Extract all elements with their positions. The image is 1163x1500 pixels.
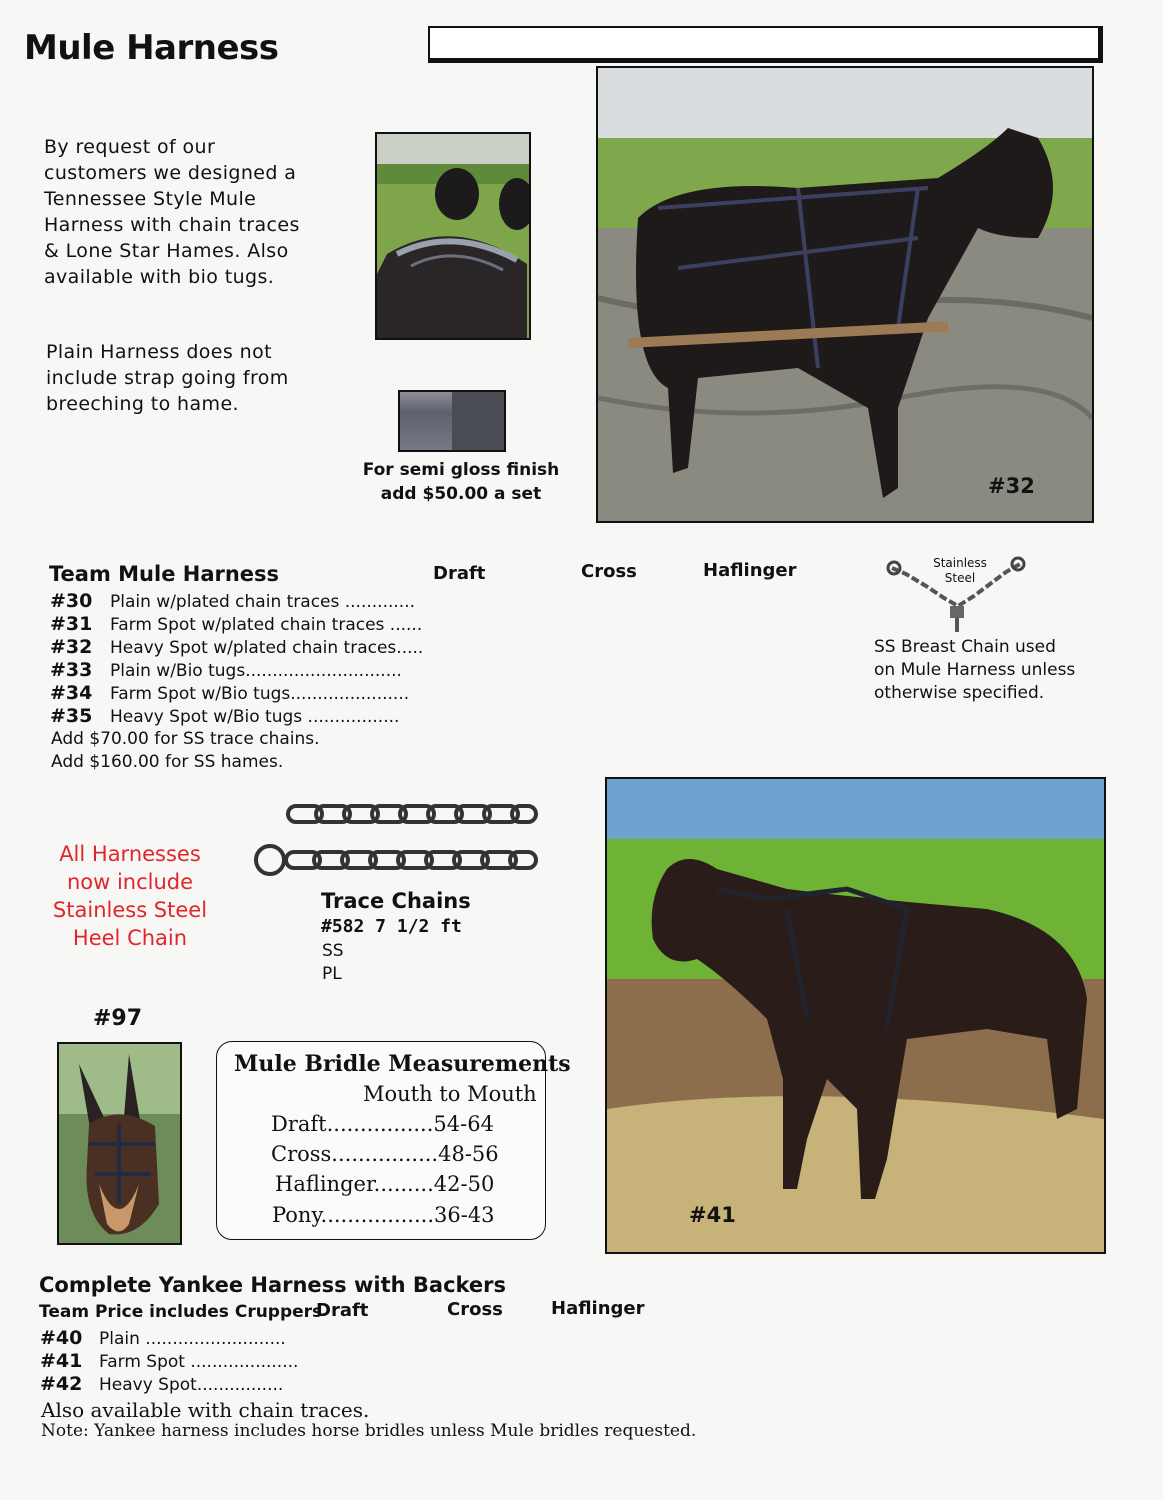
team-col-cross: Cross [581, 561, 637, 582]
harness-back-photo [375, 132, 531, 340]
item-number: #40 [40, 1327, 83, 1349]
bridle-title: Mule Bridle Measurements [234, 1051, 571, 1077]
item-description: Plain w/Bio tugs............................. [110, 661, 402, 681]
item-number: #34 [50, 682, 93, 704]
item-number: #32 [50, 636, 93, 658]
yankee-note: Note: Yankee harness includes horse bridles unless Mule bridles requested. [41, 1421, 697, 1441]
bridle-row: Pony.................36-43 [272, 1203, 495, 1227]
trace-chain-item: #582 7 1/2 ft [321, 916, 462, 937]
item-number: #35 [50, 705, 93, 727]
semi-gloss-swatch [398, 390, 506, 452]
item-number: #42 [40, 1373, 83, 1395]
heel-line1: All Harnesses [59, 842, 201, 866]
mule-photo-41 [605, 777, 1106, 1254]
breast-chain-text [874, 636, 1094, 705]
team-note-ss-hames: Add $160.00 for SS hames. [51, 752, 284, 772]
yankee-title: Complete Yankee Harness with Backers [39, 1273, 507, 1297]
bridle-row: Cross................48-56 [271, 1142, 499, 1166]
heel-line4: Heel Chain [72, 926, 188, 950]
heel-line3: Stainless Steel [52, 898, 208, 922]
yankee-also-chain: Also available with chain traces. [41, 1398, 370, 1422]
team-note-ss-trace: Add $70.00 for SS trace chains. [51, 729, 320, 749]
item-description: Farm Spot w/plated chain traces ...... [110, 615, 423, 635]
item-number: #31 [50, 613, 93, 635]
bridle-row: Haflinger.........42-50 [275, 1172, 495, 1196]
yankee-item-row [40, 1373, 283, 1396]
item-description: Plain w/plated chain traces ............. [110, 592, 416, 612]
stainless-steel-label [920, 556, 1000, 586]
mule-photo-32 [596, 66, 1094, 523]
trace-chain-image [252, 798, 542, 880]
team-col-haflinger: Haflinger [703, 560, 797, 581]
heel-chain-note [40, 840, 220, 952]
photo-label-32: #32 [988, 474, 1035, 498]
intro-text: By request of our customers we designed a Tennessee Style Mule Harness with chain traces & Lone Star Hames. Also available with bio tugs. [44, 136, 300, 288]
team-col-draft: Draft [433, 563, 486, 584]
breast-chain-line3: otherwise specified. [874, 683, 1045, 703]
stainless-label-line1: Stainless [933, 556, 987, 570]
trace-option-ss: SS [322, 941, 344, 961]
plain-harness-note: Plain Harness does not include strap going from breeching to hame. [46, 341, 289, 415]
yankee-col-draft: Draft [316, 1300, 369, 1321]
semi-gloss-line2: add $50.00 a set [380, 484, 542, 504]
team-item-row [50, 659, 402, 682]
team-item-row [50, 682, 409, 705]
trace-option-pl: PL [322, 964, 342, 984]
team-item-row [50, 590, 415, 613]
item-description: Farm Spot .................... [99, 1352, 299, 1372]
team-item-row [50, 636, 423, 659]
stainless-label-line2: Steel [944, 571, 976, 585]
yankee-subtitle: Team Price includes Cruppers [39, 1302, 323, 1322]
item-description: Heavy Spot................ [99, 1375, 284, 1395]
item-description: Heavy Spot w/plated chain traces..... [110, 638, 424, 658]
item-number: #33 [50, 659, 93, 681]
item-description: Farm Spot w/Bio tugs...................... [110, 684, 410, 704]
title-bar [428, 26, 1103, 63]
item-description: Plain .......................... [99, 1329, 286, 1349]
yankee-item-row [40, 1327, 286, 1350]
team-item-row [50, 705, 399, 728]
trace-chains-title: Trace Chains [321, 889, 471, 913]
breast-chain-line2: on Mule Harness unless [874, 660, 1076, 680]
yankee-col-haflinger: Haflinger [551, 1298, 645, 1319]
team-mule-title: Team Mule Harness [49, 562, 280, 586]
semi-gloss-line1: For semi gloss finish [362, 460, 560, 480]
bridle-subtitle: Mouth to Mouth [363, 1082, 537, 1106]
item-description: Heavy Spot w/Bio tugs ................. [110, 707, 400, 727]
heel-line2: now include [66, 870, 194, 894]
item-number: #30 [50, 590, 93, 612]
team-item-row [50, 613, 422, 636]
yankee-item-row [40, 1350, 298, 1373]
breast-chain-line1: SS Breast Chain used [874, 637, 1056, 657]
photo-label-97: #97 [93, 1006, 143, 1031]
yankee-col-cross: Cross [447, 1299, 503, 1320]
page-title: Mule Harness [24, 28, 279, 68]
semi-gloss-note [350, 458, 572, 506]
item-number: #41 [40, 1350, 83, 1372]
bridle-row: Draft................54-64 [271, 1112, 494, 1136]
photo-label-41: #41 [689, 1203, 736, 1227]
mule-bridle-photo [57, 1042, 182, 1245]
